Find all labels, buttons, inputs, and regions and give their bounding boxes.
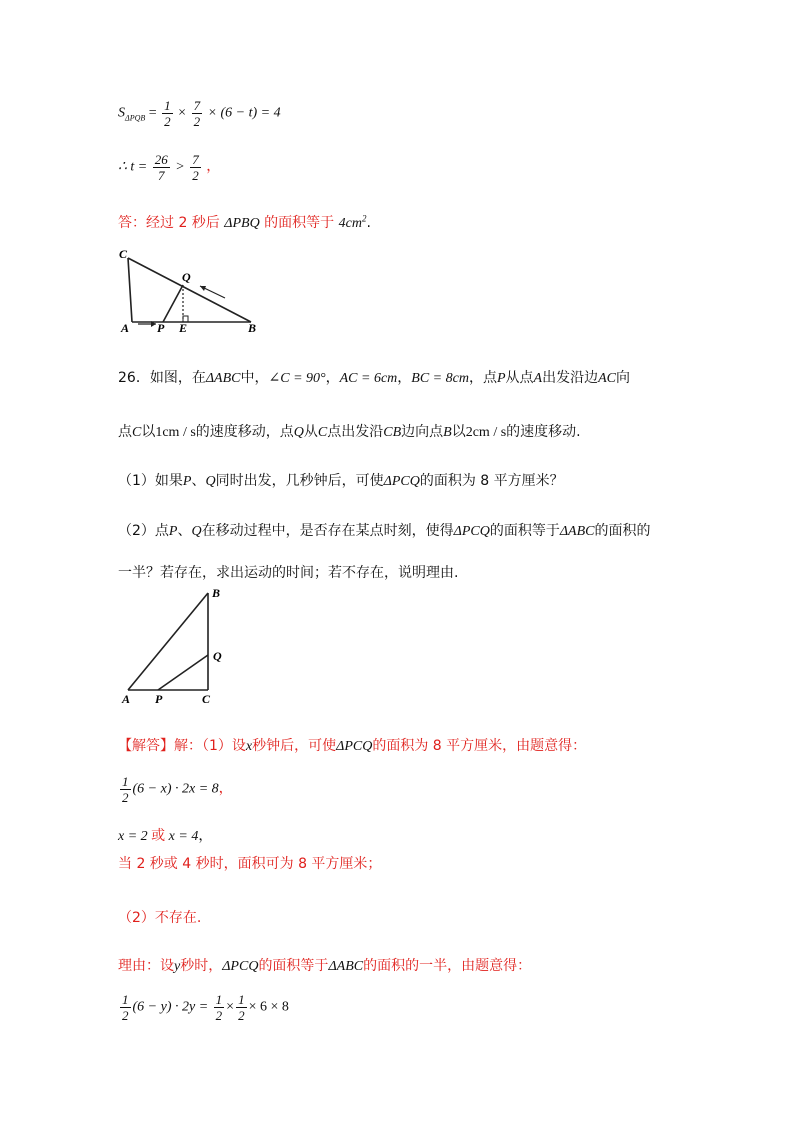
question-2-line2: 一半？若存在，求出运动的时间；若不存在，说明理由. (118, 565, 459, 581)
solution-reason: 理由：设y秒时，ΔPCQ的面积等于ΔABC的面积的一半，由题意得： (118, 958, 532, 974)
therefore-lhs: ∴ t = (118, 159, 148, 175)
fraction-half: $\frac{1}{2}$ (164, 98, 171, 129)
problem-26-line1: 26．如图，在ΔABC中，∠C = 90°，AC = 6cm，BC = 8cm，点P从点A出发沿边AC向 (118, 370, 630, 386)
answer-prefix: 答：经过 2 秒后 (118, 215, 220, 231)
fig1-label-b: B (248, 321, 257, 335)
answer-triangle: ΔPBQ (224, 216, 260, 231)
figure-triangle-abc (118, 583, 238, 708)
question-2-line1: （2）点P、Q在移动过程中，是否存在某点时刻，使得ΔPCQ的面积等于ΔABC的面积的 (118, 523, 651, 539)
therefore-equation (118, 152, 220, 183)
figure-triangle-pbq (118, 244, 268, 336)
area-symbol: S (118, 105, 125, 121)
fig2-label-q: Q (213, 649, 222, 663)
equation-3: $\frac{1}{2}$ (6 − y) · 2y = $\frac{1}{2}$ × $\frac{1}{2}$ × 6 × 8 (122, 992, 289, 1023)
solution-heading: 【解答】解：（1）设x秒钟后，可使ΔPCQ的面积为 8 平方厘米，由题意得： (118, 738, 587, 754)
area-subscript: ΔPQB (125, 113, 146, 123)
fig2-label-a: A (122, 692, 131, 706)
answer-area: $4cm^2$ (338, 213, 367, 231)
equation-1: $\frac{1}{2}$ (6 − x) · 2x = 8， (122, 774, 233, 805)
area-equation: $S_{\Delta PQB}$ = $\frac{1}{2}$ × $\frac{7}{2}$ × (6 − t) = 4 (118, 98, 281, 129)
solution-when: 当 2 秒或 4 秒时，面积可为 8 平方厘米； (118, 856, 382, 872)
fraction-seven-halves: $\frac{7}{2}$ (193, 98, 201, 129)
greater-than: > (175, 159, 185, 175)
comma: ， (206, 158, 221, 175)
fig2-label-c: C (202, 692, 211, 706)
answer-line: 答：经过 2 秒后 ΔPBQ 的面积等于 $4cm^2$. (118, 213, 371, 231)
fraction-7-2: $\frac{7}{2}$ (192, 152, 199, 183)
fig1-label-p: P (157, 321, 165, 335)
fraction-26-7: $\frac{26}{7}$ (154, 152, 168, 183)
area-rhs: × (6 − t) = 4 (207, 105, 281, 121)
problem-26-line2: 点C以1cm / s的速度移动，点Q从C点出发沿CB边向点B以2cm / s的速度移动. (118, 424, 581, 440)
question-1: （1）如果P、Q同时出发，几秒钟后，可使ΔPCQ的面积为 8 平方厘米？ (118, 473, 564, 489)
fig1-label-a: A (121, 321, 130, 335)
solution-part-2: （2）不存在. (118, 910, 202, 926)
fig2-label-p: P (155, 692, 163, 706)
fig1-label-e: E (179, 321, 188, 335)
answer-mid: 的面积等于 (264, 215, 335, 231)
fig1-label-c: C (119, 247, 128, 261)
fig1-label-q: Q (182, 270, 191, 284)
fig2-label-b: B (212, 586, 221, 600)
eq1-fraction-half: $\frac{1}{2}$ (122, 774, 129, 805)
equation-2: x = 2 或 x = 4， (118, 828, 213, 844)
